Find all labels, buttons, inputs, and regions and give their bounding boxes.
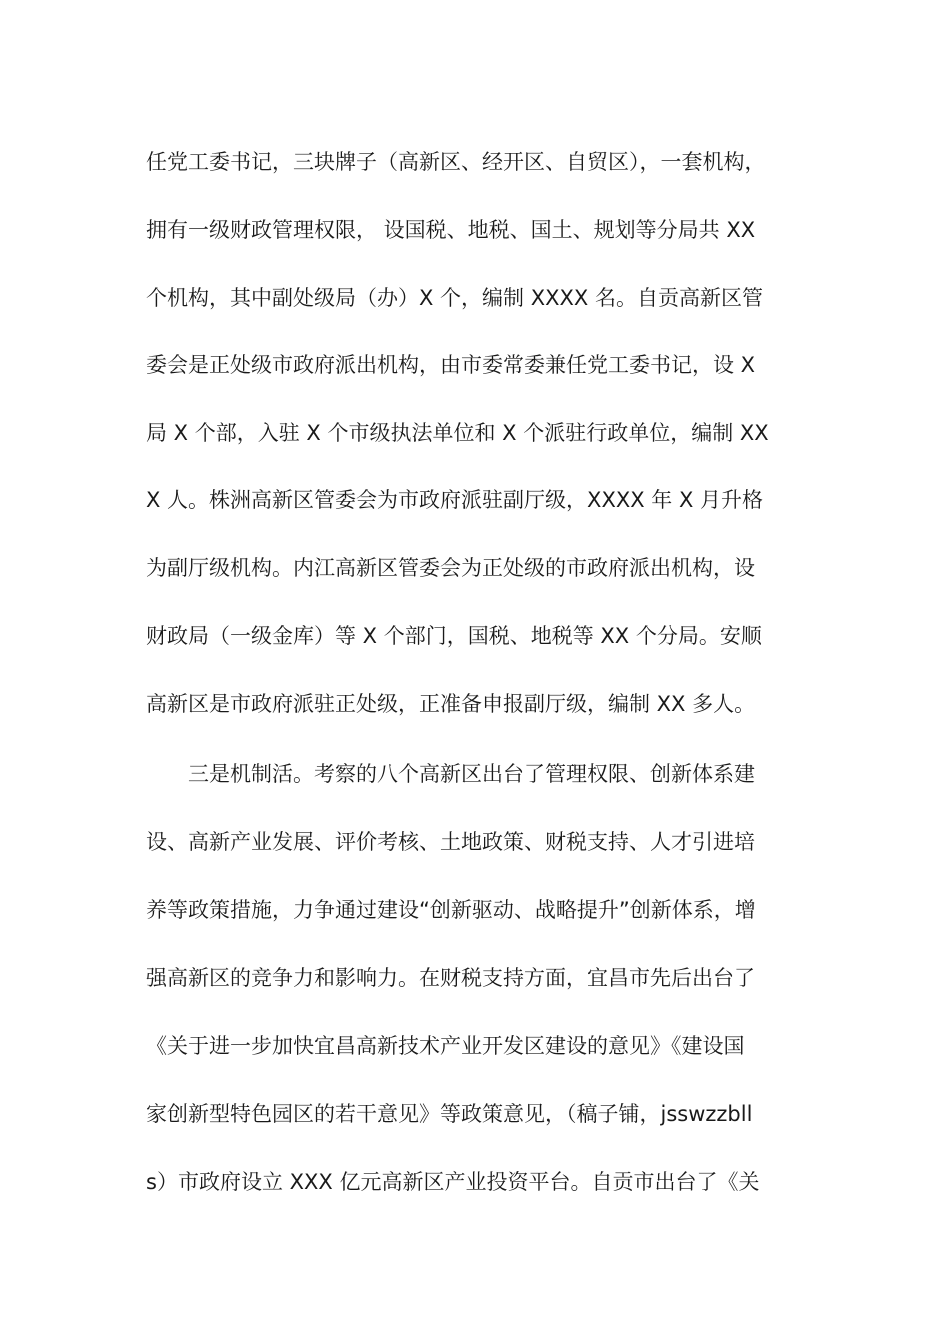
text-line: 家创新型特色园区的若干意见》等政策意见，（稿子铺，jsswzzbll (146, 1102, 753, 1126)
text-line: 个机构，其中副处级局（办）X 个，编制 XXXX 名。自贡高新区管 (146, 286, 763, 310)
text-line: 高新区是市政府派驻正处级，正准备申报副厅级，编制 XX 多人。 (146, 692, 756, 716)
text-line: 为副厅级机构。内江高新区管委会为正处级的市政府派出机构，设 (146, 556, 755, 580)
text-line: 养等政策措施，力争通过建设“创新驱动、战略提升”创新体系，增 (146, 898, 756, 922)
text-line: X 人。株洲高新区管委会为市政府派驻副厅级，XXXX 年 X 月升格 (146, 488, 764, 512)
paragraph-start-line: 三是机制活。考察的八个高新区出台了管理权限、创新体系建 (146, 762, 755, 786)
text-line: 设、高新产业发展、评价考核、土地政策、财税支持、人才引进培 (146, 830, 755, 854)
text-line: 财政局（一级金库）等 X 个部门，国税、地税等 XX 个分局。安顺 (146, 624, 762, 648)
text-line: s）市政府设立 XXX 亿元高新区产业投资平台。自贡市出台了《关 (146, 1170, 760, 1194)
text-line: 委会是正处级市政府派出机构，由市委常委兼任党工委书记，设 X (146, 353, 756, 377)
text-line: 《关于进一步加快宜昌高新技术产业开发区建设的意见》《建设国 (146, 1034, 745, 1058)
text-line: 拥有一级财政管理权限， 设国税、地税、国土、规划等分局共 XX (146, 218, 756, 242)
text-line: 强高新区的竞争力和影响力。在财税支持方面，宜昌市先后出台了 (146, 966, 755, 990)
text-line: 局 X 个部，入驻 X 个市级执法单位和 X 个派驻行政单位，编制 XX (146, 421, 769, 445)
text-line: 任党工委书记，三块牌子（高新区、经开区、自贸区），一套机构， (146, 150, 766, 174)
